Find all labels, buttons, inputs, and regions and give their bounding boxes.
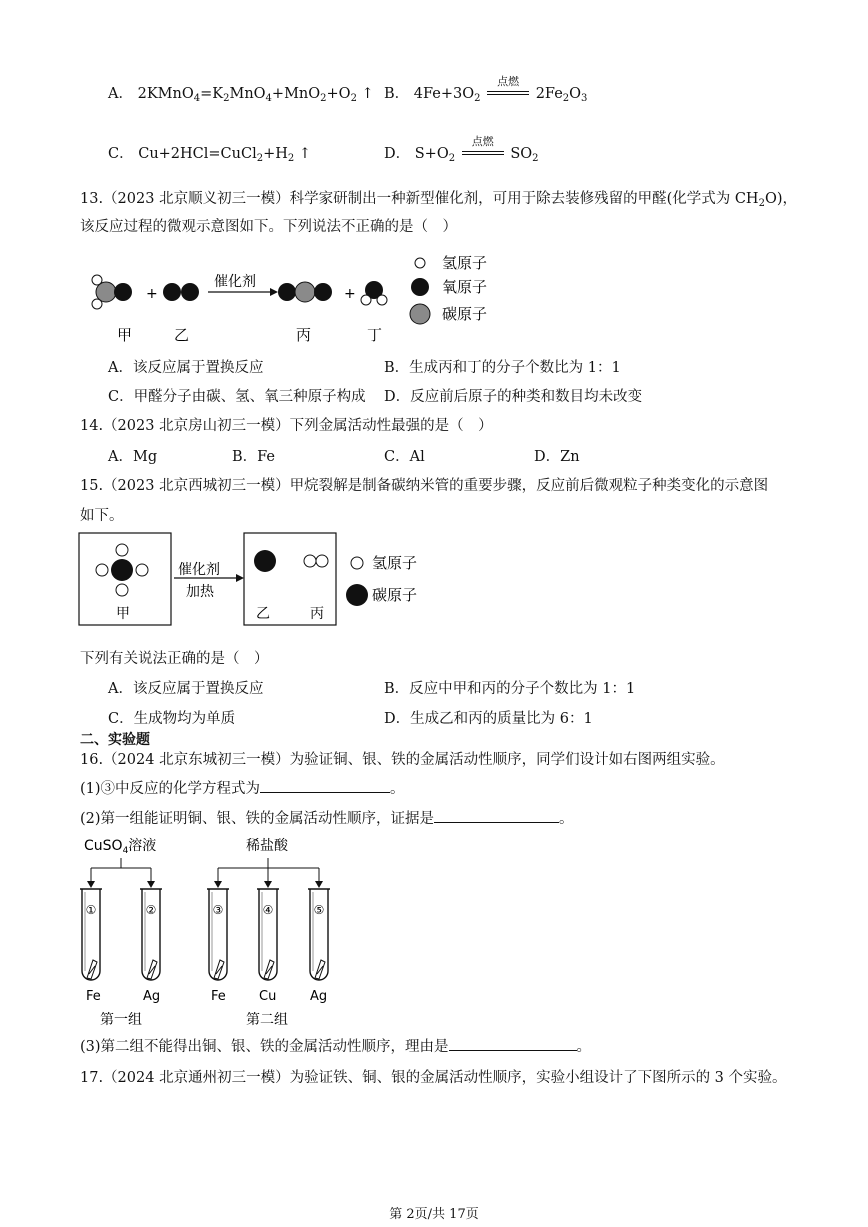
q15-option-a: A．该反应属于置换反应 <box>108 681 264 697</box>
answer-blank-1[interactable] <box>260 778 390 793</box>
metal-label-1: Fe <box>86 989 101 1004</box>
answer-blank-3[interactable] <box>449 1036 577 1051</box>
test-tube-5-metal-piece <box>315 960 325 979</box>
test-tube-2-number: ② <box>145 903 157 917</box>
q12-option-a: A． $2KMnO_4=K_2MnO_4+MnO_2+O_2$ ↑ <box>108 86 374 104</box>
reaction-condition-mark: 点燃 <box>460 145 506 163</box>
test-tube-1-metal-piece <box>87 960 97 979</box>
q14-option-a: A．Mg <box>108 449 158 465</box>
metal-label-2: Ag <box>143 989 161 1004</box>
q14-option-c: C．Al <box>384 449 425 465</box>
q14-stem: 14.（2023 北京房山初三一模）下列金属活动性最强的是（ ） <box>80 418 493 434</box>
q13-option-a: A．该反应属于置换反应 <box>108 360 264 376</box>
test-tube-3 <box>207 889 229 980</box>
legend-carbon: 碳原子 <box>372 586 418 604</box>
q16-sub2: (2)第一组能证明铜、银、铁的金属活动性顺序，证据是 。 <box>80 807 574 828</box>
q15-after: 下列有关说法正确的是（ ） <box>80 651 269 667</box>
catalyst-label: 催化剂 <box>214 274 256 290</box>
label-yi: 乙 <box>174 326 190 344</box>
test-tube-2 <box>140 889 162 980</box>
legend-carbon-symbol <box>410 304 430 324</box>
molecule-jia-methane <box>96 544 148 596</box>
q12-option-c: C． $Cu+2HCl=CuCl_2+H_2$ ↑ <box>108 146 312 164</box>
q14-option-d: D．Zn <box>534 449 580 465</box>
group2-label: 第二组 <box>246 1012 288 1028</box>
plus-sign: + <box>146 286 158 302</box>
q13-reaction-diagram <box>84 250 504 350</box>
test-tube-2-metal-piece <box>147 960 157 979</box>
legend-carbon: 碳原子 <box>442 305 488 323</box>
q16-test-tube-diagram <box>78 832 358 1032</box>
atom-carbon <box>254 550 276 572</box>
test-tube-5 <box>308 889 330 980</box>
label-ding: 丁 <box>367 326 383 344</box>
label-jia: 甲 <box>117 326 133 344</box>
q15-reaction-diagram <box>78 532 448 632</box>
reaction-condition-mark: 点燃 <box>485 85 531 103</box>
label-bing: 丙 <box>296 326 312 344</box>
label-bing: 丙 <box>310 606 324 622</box>
q13-stem-line2: 该反应过程的微观示意图如下。下列说法不正确的是（ ） <box>80 219 457 235</box>
q16-sub3: (3)第二组不能得出铜、银、铁的金属活动性顺序，理由是 。 <box>80 1035 591 1056</box>
answer-blank-2[interactable] <box>434 808 559 823</box>
test-tube-3-number: ③ <box>212 903 224 917</box>
molecule-ding <box>361 281 387 305</box>
q13-stem-line1: 13.（2023 北京顺义初三一模）科学家研制出一种新型催化剂，可用于除去装修残留的甲醛(化学式为 $CH_2O$)， <box>80 191 797 209</box>
test-tube-5-number: ⑤ <box>313 903 325 917</box>
legend-carbon-symbol <box>346 584 368 606</box>
group1-label: 第一组 <box>100 1012 142 1028</box>
legend-hydrogen: 氢原子 <box>372 554 418 572</box>
test-tube-3-metal-piece <box>214 960 224 979</box>
metal-label-5: Ag <box>310 989 328 1004</box>
q15-option-d: D．生成乙和丙的质量比为 6：1 <box>384 711 593 727</box>
metal-label-3: Fe <box>211 989 226 1004</box>
q16-stem: 16.（2024 北京东城初三一模）为验证铜、银、铁的金属活动性顺序，同学们设计如右图两组实验。 <box>80 752 725 768</box>
q12-option-b: B． $4Fe+3O_2$ 点燃 $2Fe_2O_3$ <box>384 75 588 104</box>
q13-option-c: C．甲醛分子由碳、氢、氧三种原子构成 <box>108 389 366 405</box>
q17-stem: 17.（2024 北京通州初三一模）为验证铁、铜、银的金属活动性顺序，实验小组设计了下图所示的 3 个实验。 <box>80 1070 787 1086</box>
q15-stem-line1: 15.（2023 北京西城初三一模）甲烷裂解是制备碳纳米管的重要步骤，反应前后微观粒子种类变化的示意图 <box>80 478 769 494</box>
arrow-head <box>270 288 278 296</box>
q15-stem-line2: 如下。 <box>80 508 124 524</box>
test-tube-4-metal-piece <box>264 960 274 979</box>
q12-option-d: D． $S+O_2$ 点燃 $SO_2$ <box>384 135 539 164</box>
q13-option-d: D．反应前后原子的种类和数目均未改变 <box>384 389 643 405</box>
legend-oxygen-symbol <box>411 278 429 296</box>
section-title-experiments: 二、实验题 <box>80 732 150 748</box>
metal-label-4: Cu <box>259 989 277 1004</box>
svg-text:+: + <box>344 286 356 302</box>
label-jia: 甲 <box>116 606 130 622</box>
legend-oxygen: 氧原子 <box>442 278 488 296</box>
test-tube-1 <box>80 889 102 980</box>
q15-option-b: B．反应中甲和丙的分子个数比为 1：1 <box>384 681 636 697</box>
q13-option-b: B．生成丙和丁的分子个数比为 1：1 <box>384 360 621 376</box>
test-tube-1-number: ① <box>85 903 97 917</box>
molecule-yi <box>163 283 199 301</box>
page-footer: 第 2页/共 17页 <box>389 1207 479 1222</box>
legend-hydrogen-symbol <box>351 557 363 569</box>
q16-sub1: (1)③中反应的化学方程式为 。 <box>80 777 405 798</box>
test-tube-4 <box>257 889 279 980</box>
condition-heat: 加热 <box>186 584 214 600</box>
label-yi: 乙 <box>256 606 270 622</box>
q15-option-c: C．生成物均为单质 <box>108 711 236 727</box>
arrow-head <box>236 574 244 582</box>
molecule-jia <box>92 275 132 309</box>
test-tube-4-number: ④ <box>262 903 274 917</box>
reagent-cuso4: CuSO$_4$溶液 <box>84 838 157 856</box>
molecule-bing <box>278 282 332 302</box>
reagent-hcl: 稀盐酸 <box>246 838 288 854</box>
q14-option-b: B．Fe <box>232 449 276 465</box>
condition-catalyst: 催化剂 <box>178 562 220 578</box>
legend-hydrogen: 氢原子 <box>442 254 488 272</box>
legend-hydrogen-symbol <box>415 258 425 268</box>
